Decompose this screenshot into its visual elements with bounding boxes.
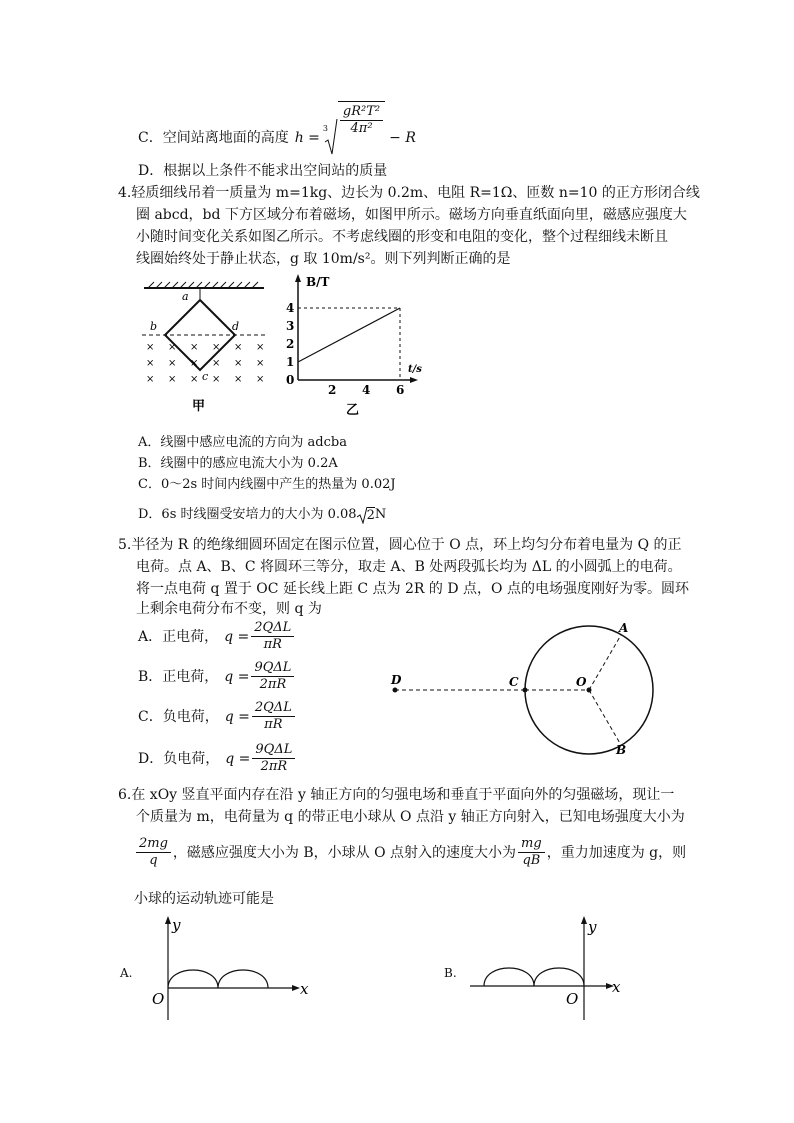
q6-line-2: 个质量为 m，电荷量为 q 的带正电小球从 O 点沿 y 轴正方向射入，已知电场强度大小为 [136,809,685,825]
fig-a-arc-2 [218,970,268,988]
q5-option-c [138,700,297,733]
q6-e-den: q [149,853,158,868]
q5-option-d-eq: q = [225,750,251,767]
q4-line-4: 线圈始终处于静止状态，g 取 10m/s²。则下列判断正确的是 [136,251,511,267]
q6-line-4: 小球的运动轨迹可能是 [134,891,274,907]
q6-fig-a-label: A. [120,966,133,980]
fig-a-y-label: y [172,916,181,934]
q6-v-num: mg [518,836,545,853]
label-c: c [202,370,209,383]
q4-option-d-pre: D．6s 时线圈受安培力的大小为 0.08 [138,507,357,522]
point-d-dot [393,688,398,693]
y-axis-label: B/T [306,275,330,289]
field-cross-mark: × [212,342,221,353]
q4-figure-yi-chart [282,268,432,420]
q6-figure-a [146,912,316,1024]
q6-line-3-tail: ，重力加速度为 g，则 [546,844,687,861]
q3-option-c-label: C．空间站离地面的高度 [138,130,289,146]
field-cross-mark: × [146,342,155,353]
fig-b-y-arrow-icon [581,916,587,924]
field-cross-mark: × [190,342,199,353]
q4-option-b: B．线圈中的感应电流大小为 0.2A [138,456,338,471]
fig-b-arc-1 [484,968,534,986]
x-axis-label: t/s [408,364,422,375]
q5-ring-figure [386,616,676,760]
q6-e-num: 2mg [136,836,171,853]
q4-option-c: C．0～2s 时间内线圈中产生的热量为 0.02J [138,477,396,492]
oa-dashed-line [589,635,621,690]
q5-line-2: 电荷。点 A、B、C 将圆环三等分，取走 A、B 处两段弧长均为 ΔL 的小圆弧上的电荷。 [136,559,682,575]
field-cross-mark: × [256,374,265,385]
label-C: C [509,675,519,689]
label-b: b [150,320,158,333]
field-cross-mark: × [256,342,265,353]
q5-option-c-den: πR [264,717,283,732]
x-tick-label: 0 [286,373,295,387]
q6-line-1: 6.在 xOy 竖直平面内存在沿 y 轴正方向的匀强电场和垂直于平面向外的匀强磁场，现让一 [118,787,675,803]
fig-a-origin-label: O [152,990,165,1008]
q5-line-1: 5.半径为 R 的绝缘细圆环固定在图示位置，圆心位于 O 点，环上均匀分布着电量为 Q 的正 [118,537,682,553]
fig-yi-caption: 乙 [346,403,360,418]
fig-a-arc-1 [168,970,218,988]
q6-v-den: qB [522,853,541,868]
fig-jia-caption: 甲 [192,399,206,414]
field-cross-mark: × [168,342,177,353]
q5-option-d-num: 9QΔL [252,742,295,759]
fig-b-y-label: y [588,918,597,936]
q3-cube-root [322,104,385,158]
q5-option-a-label: A．正电荷， [138,628,219,645]
label-O: O [576,675,587,689]
q3-option-c-tail: − R [389,130,416,146]
chart-guide-lines [298,308,400,380]
field-cross-mark: × [212,358,221,369]
q5-option-d-label: D．负电荷， [138,750,220,767]
q5-option-c-eq: q = [224,708,250,725]
q3-option-c-h: h = [294,130,320,146]
label-d: d [232,320,240,333]
fig-b-x-label: x [612,978,621,996]
y-tick-label: 4 [286,301,295,315]
fig-a-x-arrow-icon [292,985,300,991]
field-cross-mark: × [168,374,177,385]
q5-option-b-den: 2πR [259,677,287,692]
q6-line-3 [134,836,686,869]
field-cross-mark: × [234,342,243,353]
fig-b-arc-2 [534,968,584,986]
field-cross-mark: × [234,358,243,369]
q5-line-3: 将一点电荷 q 置于 OC 延长线上距 C 点为 2R 的 D 点，O 点的电场强度刚好为零。圆环 [136,581,689,597]
q4-option-a: A．线圈中感应电流的方向为 adcba [138,435,347,450]
q5-option-a-eq: q = [224,628,250,645]
q3-frac-den: 4π² [350,121,373,136]
q4-option-d [138,506,386,524]
field-cross-mark: × [256,358,265,369]
label-D: D [391,673,402,687]
field-cross-mark: × [190,358,199,369]
q4-line-3: 小随时间变化关系如图乙所示。不考虑线圈的形变和电阻的变化，整个过程细线未断且 [136,229,668,245]
field-cross-mark: × [168,358,177,369]
field-cross-mark: × [146,374,155,385]
field-cross-mark: × [190,374,199,385]
q3-option-d: D．根据以上条件不能求出空间站的质量 [138,163,388,179]
y-axis-arrow-icon [295,274,301,282]
q6-fig-b-label: B. [444,966,457,980]
ob-dashed-line [589,690,621,745]
q5-option-a-num: 2QΔL [251,620,294,637]
field-cross-mark: × [234,374,243,385]
q4-figure-jia [140,280,270,420]
x-tick-label: 6 [396,383,405,397]
q6-line-3-mid: ，磁感应强度大小为 B，小球从 O 点射入的速度大小为 [172,844,517,861]
q5-option-d-den: 2πR [260,759,288,774]
label-a: a [182,290,189,303]
q5-option-a-den: πR [263,637,282,652]
q4-option-d-post: N [374,507,387,522]
q5-option-d [138,742,297,775]
x-tick-label: 4 [362,383,371,397]
fig-b-origin-label: O [566,990,579,1008]
b-t-series-line [298,308,400,362]
point-c-dot [523,688,528,693]
fig-a-y-arrow-icon [165,916,171,924]
y-tick-label: 3 [286,319,295,333]
q5-option-b-eq: q = [224,668,250,685]
label-B: B [616,743,627,757]
q5-option-a [138,620,296,653]
q5-option-b-num: 9QΔL [251,660,294,677]
field-cross-mark: × [146,358,155,369]
sqrt-sign-icon [357,506,367,524]
label-A: A [619,621,629,635]
q4-option-d-root: 2 [366,508,375,523]
q5-option-b [138,660,296,693]
q3-root-index: 3 [322,124,329,133]
point-o-dot [587,688,592,693]
x-axis-arrow-icon [410,377,418,383]
q5-line-4: 上剩余电荷分布不变，则 q 为 [136,601,322,617]
q3-option-c [138,104,416,158]
q5-option-c-label: C．负电荷， [138,708,219,725]
y-tick-label: 2 [286,337,295,351]
q4-line-1: 4.轻质细线吊着一质量为 m=1kg、边长为 0.2m、电阻 R=1Ω、匝数 n=10 的正方形闭合线 [118,185,700,201]
q5-option-c-num: 2QΔL [252,700,295,717]
fig-a-x-label: x [300,980,309,998]
field-cross-mark: × [212,374,221,385]
q6-figure-b [466,912,636,1024]
x-tick-label: 2 [328,383,337,397]
q4-line-2: 圈 abcd，bd 下方区域分布着磁场，如图甲所示。磁场方向垂直纸面向里，磁感应强度大 [136,207,687,223]
q5-option-b-label: B．正电荷， [138,668,219,685]
y-tick-label: 1 [286,355,295,369]
q3-frac-num: gR²T² [340,104,383,121]
